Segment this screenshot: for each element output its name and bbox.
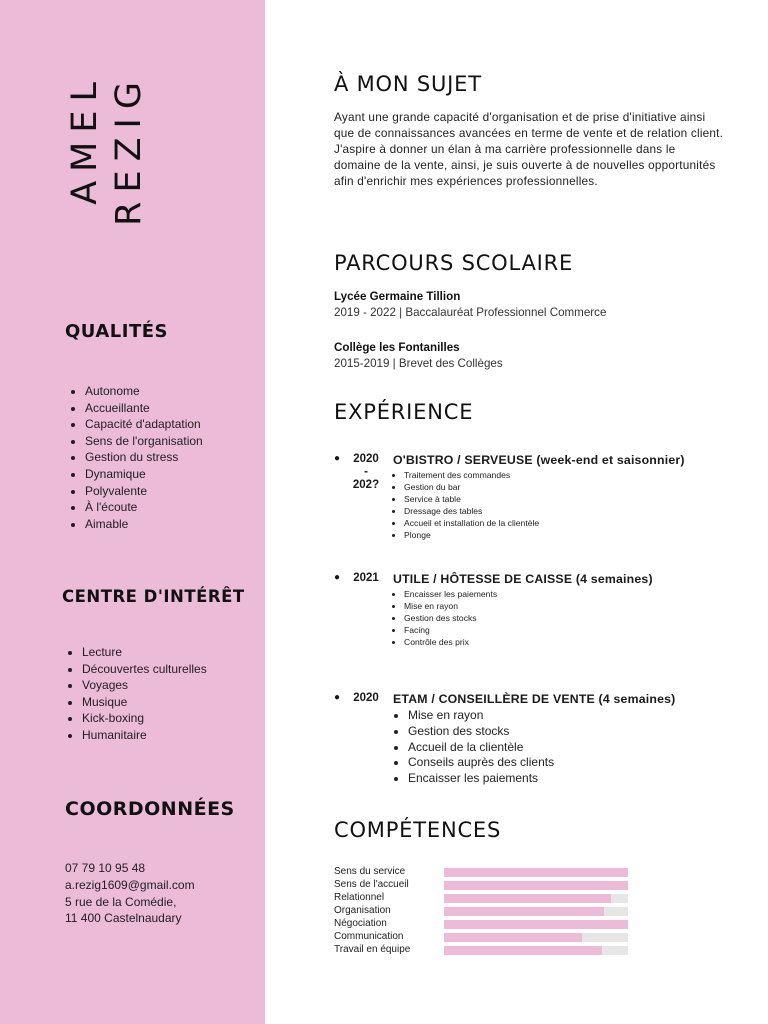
skill-bar-fill [444, 946, 602, 955]
list-item: • Contrôle des prix [404, 637, 497, 649]
school-detail: 2019 - 2022 | Baccalauréat Professionnel Commerce [334, 306, 607, 319]
list-item: • Voyages [82, 677, 207, 694]
job-tasks [388, 470, 539, 541]
skill-bar [444, 946, 628, 955]
list-item: • Plonge [404, 530, 539, 542]
email: a.rezig1609@gmail.com [65, 877, 195, 892]
job-tasks [392, 708, 554, 787]
school-name: Lycée Germaine Tillion [334, 290, 461, 303]
skill-label: Organisation [334, 905, 391, 916]
list-item: • Gestion du bar [404, 482, 539, 494]
list-item: • Découvertes culturelles [82, 661, 207, 678]
skill-row [334, 931, 634, 944]
skill-label: Négociation [334, 918, 387, 929]
list-item: • Traitement des commandes [404, 470, 539, 482]
list-item: • Musique [82, 694, 207, 711]
list-item: • Encaisser les paiements [404, 589, 497, 601]
skill-row [334, 918, 634, 931]
skill-row [334, 879, 634, 892]
skill-row [334, 866, 634, 879]
list-item: • Kick-boxing [82, 710, 207, 727]
list-item: • Sens de l'organisation [85, 433, 203, 450]
skill-bar-fill [444, 933, 582, 942]
parcours-heading: PARCOURS SCOLAIRE [334, 251, 574, 275]
last-name: REZIG [109, 73, 149, 226]
skill-bar [444, 868, 628, 877]
school-detail: 2015-2019 | Brevet des Collèges [334, 357, 503, 370]
job-title: O'BISTRO / SERVEUSE (week-end et saisonnier) [393, 453, 685, 467]
job-tasks [388, 589, 497, 649]
skill-bar-fill [444, 907, 604, 916]
skill-label: Sens de l'accueil [334, 879, 409, 890]
skill-row [334, 905, 634, 918]
experience-heading: EXPÉRIENCE [334, 400, 474, 424]
list-item: • Gestion du stress [85, 449, 203, 466]
job-year: 2020 [353, 692, 379, 704]
about-heading: À MON SUJET [334, 72, 482, 96]
list-item: • Service à table [404, 494, 539, 506]
job-year: 2020 - 202? [352, 453, 380, 491]
qualites-list [65, 383, 203, 532]
skill-row [334, 892, 634, 905]
skill-bar-fill [444, 920, 628, 929]
list-item: • Gestion des stocks [408, 724, 554, 740]
school-entry [334, 340, 503, 372]
about-text: Ayant une grande capacité d'organisation et de prise d'initiative ainsi que de connaissances avancées en terme de vente et de relation client. J'aspire à donner un élan à ma carrière professionnelle dans le domaine de la vente, ainsi, je suis ouverte à de nouvelles opportunités afin d'enrichir mes expériences professionnelles. [334, 110, 724, 188]
skill-bar [444, 920, 628, 929]
address-line: 11 400 Castelnaudary [65, 911, 182, 926]
competences-heading: COMPÉTENCES [334, 818, 502, 842]
skill-label: Sens du service [334, 866, 406, 877]
sidebar [0, 0, 265, 1024]
list-item: • À l'écoute [85, 499, 203, 516]
list-item: • Accueil de la clientèle [408, 740, 554, 756]
coordonnees-heading: COORDONNÉES [65, 798, 235, 820]
list-item: • Aimable [85, 516, 203, 533]
bullet-icon: ● [334, 453, 341, 464]
bullet-icon: ● [334, 692, 341, 703]
skill-bar-fill [444, 881, 628, 890]
list-item: • Accueillante [85, 400, 203, 417]
list-item: • Humanitaire [82, 727, 207, 744]
bullet-icon: ● [334, 572, 341, 583]
skill-bar [444, 894, 628, 903]
first-name: AMEL [65, 73, 105, 205]
skill-bar [444, 907, 628, 916]
skill-label: Travail en équipe [334, 944, 411, 955]
address-line: 5 rue de la Comédie, [65, 894, 177, 909]
list-item: • Autonome [85, 383, 203, 400]
skill-bar [444, 881, 628, 890]
list-item: • Conseils auprès des clients [408, 755, 554, 771]
skill-label: Relationnel [334, 892, 385, 903]
job-title: ETAM / CONSEILLÈRE DE VENTE (4 semaines) [393, 692, 676, 706]
skill-bar [444, 933, 628, 942]
candidate-name [65, 73, 158, 226]
list-item: • Mise en rayon [404, 601, 497, 613]
list-item: • Dressage des tables [404, 506, 539, 518]
list-item: • Dynamique [85, 466, 203, 483]
list-item: • Capacité d'adaptation [85, 416, 203, 433]
qualites-heading: QUALITÉS [65, 321, 168, 342]
skill-bar-fill [444, 868, 628, 877]
job-year: 2021 [353, 572, 379, 584]
interets-list [62, 644, 207, 744]
phone: 07 79 10 95 48 [65, 861, 146, 875]
list-item: • Gestion des stocks [404, 613, 497, 625]
skills-list [334, 866, 634, 957]
list-item: • Polyvalente [85, 483, 203, 500]
school-name: Collège les Fontanilles [334, 341, 460, 354]
interets-heading: CENTRE D'INTÉRÊT [62, 587, 245, 606]
skill-row [334, 944, 634, 957]
list-item: • Lecture [82, 644, 207, 661]
list-item: • Encaisser les paiements [408, 771, 554, 787]
list-item: • Facing [404, 625, 497, 637]
school-entry [334, 289, 606, 321]
skill-label: Communication [334, 931, 404, 942]
skill-bar-fill [444, 894, 611, 903]
list-item: • Mise en rayon [408, 708, 554, 724]
job-title: UTILE / HÔTESSE DE CAISSE (4 semaines) [393, 572, 653, 586]
list-item: • Accueil et installation de la clientèle [404, 518, 539, 530]
contact-block [65, 860, 195, 927]
